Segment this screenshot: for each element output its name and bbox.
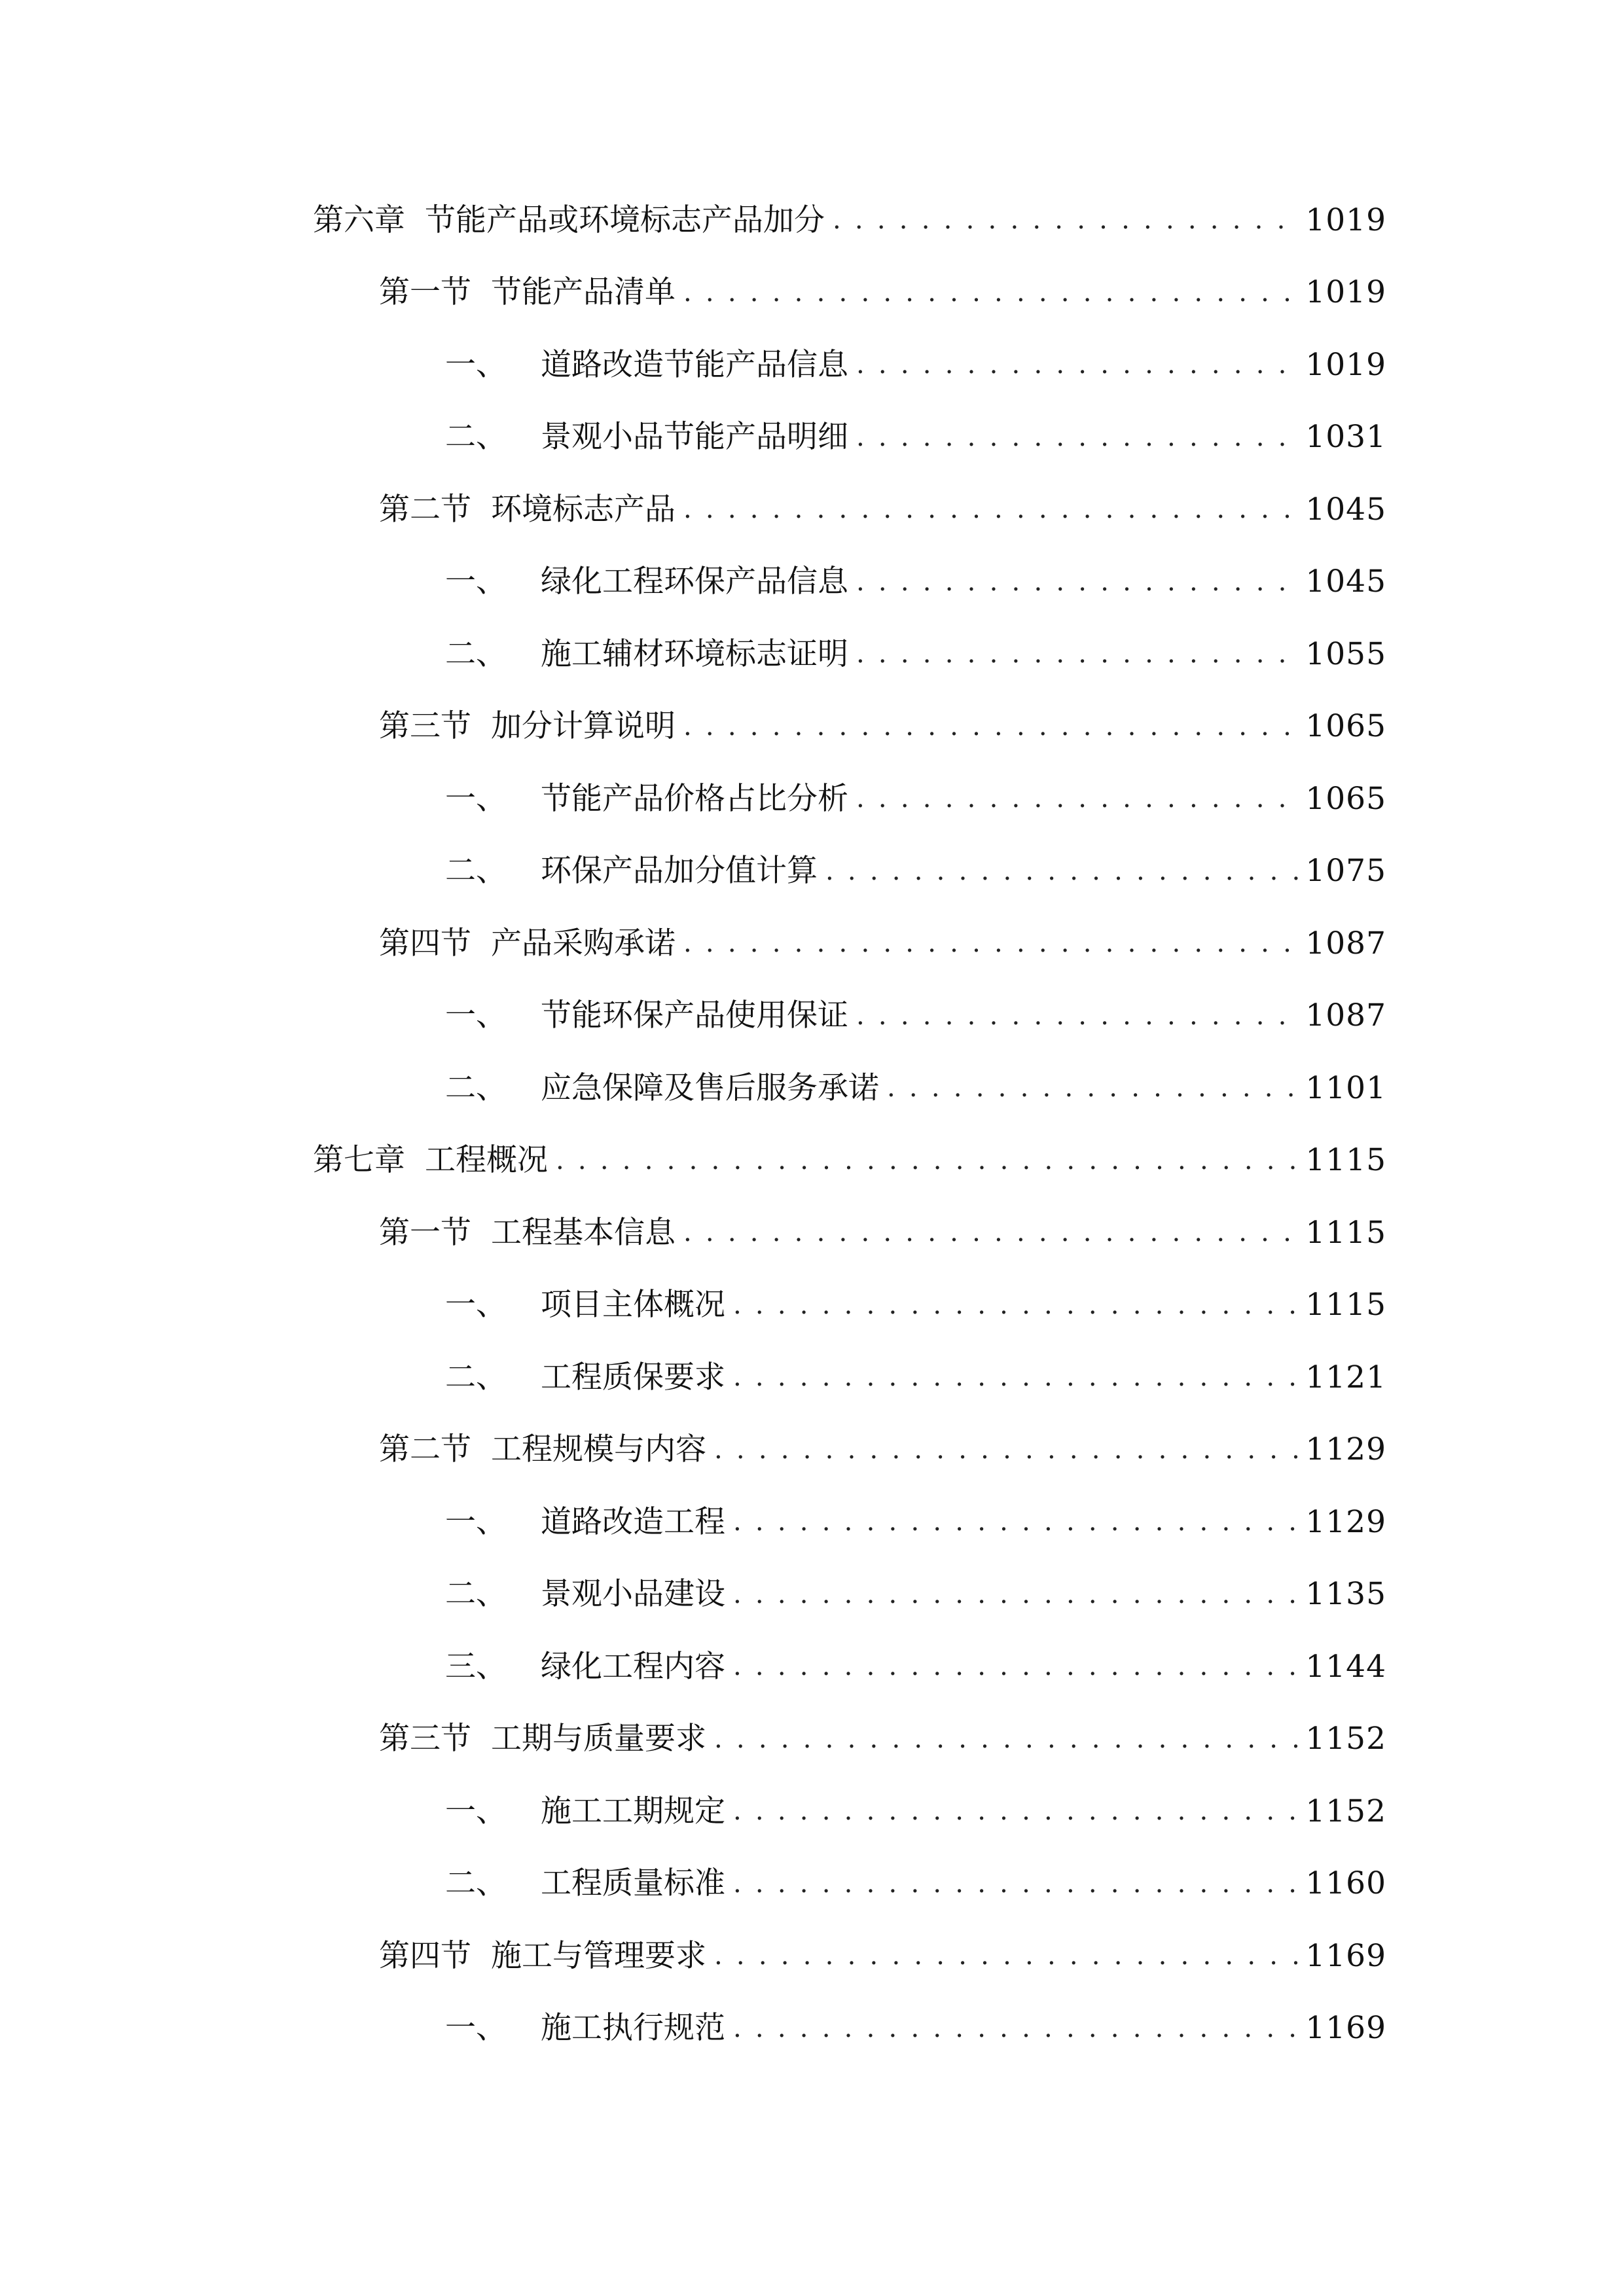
toc-entry[interactable] [313, 1124, 1386, 1197]
toc-page-number: 1129 [1305, 1503, 1386, 1540]
toc-page-number: 1121 [1305, 1359, 1386, 1395]
toc-leader-dots [733, 1653, 1299, 1679]
toc-title: 应急保障及售后服务承诺 [541, 1069, 879, 1106]
toc-number: 一、 [445, 1793, 507, 1829]
toc-label [445, 1069, 879, 1106]
toc-number: 一、 [445, 564, 507, 600]
toc-page-number: 1045 [1305, 564, 1386, 600]
toc-page-number: 1065 [1305, 708, 1386, 745]
toc-entry[interactable] [313, 1269, 1386, 1342]
toc-title: 加分计算说明 [491, 708, 676, 745]
toc-entry[interactable] [313, 1486, 1386, 1558]
toc-page-number: 1152 [1305, 1793, 1386, 1829]
toc-number: 第三节 [379, 708, 471, 745]
toc-title: 节能产品价格占比分析 [541, 780, 848, 817]
toc-number: 二、 [445, 419, 507, 456]
toc-label [445, 780, 848, 817]
toc-label [379, 274, 676, 311]
toc-leader-dots [733, 1292, 1299, 1318]
toc-leader-dots [733, 1798, 1299, 1824]
toc-page-number: 1169 [1305, 2010, 1386, 2047]
toc-title: 工程概况 [425, 1142, 548, 1179]
toc-number: 二、 [445, 1576, 507, 1613]
toc-page-number: 1115 [1305, 1287, 1386, 1323]
toc-title: 节能产品或环境标志产品加分 [425, 202, 825, 238]
toc-title: 工程基本信息 [491, 1214, 676, 1251]
toc-entry[interactable] [313, 1703, 1386, 1776]
toc-label [445, 346, 848, 383]
toc-entry[interactable] [313, 401, 1386, 474]
toc-number: 第七章 [313, 1142, 405, 1179]
toc-title: 产品采购承诺 [491, 925, 676, 961]
toc-number: 二、 [445, 1865, 507, 1902]
toc-label [313, 202, 825, 238]
toc-title: 景观小品建设 [541, 1576, 725, 1613]
toc-title: 工程质保要求 [541, 1359, 725, 1395]
toc-title: 道路改造工程 [541, 1503, 725, 1540]
toc-leader-dots [714, 1437, 1299, 1463]
toc-number: 一、 [445, 346, 507, 383]
toc-leader-dots [856, 569, 1299, 595]
toc-leader-dots [683, 1219, 1299, 1246]
toc-title: 道路改造节能产品信息 [541, 346, 848, 383]
toc-title: 节能环保产品使用保证 [541, 997, 848, 1034]
toc-page-number: 1031 [1305, 419, 1386, 456]
toc-label [445, 419, 848, 456]
toc-title: 工期与质量要求 [491, 1721, 706, 1757]
toc-number: 第四节 [379, 1937, 471, 1974]
toc-page-number: 1101 [1305, 1069, 1386, 1106]
toc-page-number: 1135 [1305, 1576, 1386, 1613]
toc-number: 第二节 [379, 1431, 471, 1468]
toc-page-number: 1115 [1305, 1214, 1386, 1251]
toc-number: 一、 [445, 1503, 507, 1540]
toc-leader-dots [733, 1364, 1299, 1390]
toc-title: 施工工期规定 [541, 1793, 725, 1829]
toc-entry[interactable] [313, 184, 1386, 257]
toc-label [445, 636, 848, 672]
toc-label [445, 1576, 725, 1613]
toc-label [445, 1793, 725, 1829]
toc-page-number: 1144 [1305, 1648, 1386, 1685]
toc-number: 二、 [445, 1069, 507, 1106]
toc-leader-dots [683, 930, 1299, 956]
toc-entry[interactable] [313, 546, 1386, 619]
toc-entry[interactable] [313, 1848, 1386, 1920]
toc-entry[interactable] [313, 618, 1386, 691]
toc-page-number: 1152 [1305, 1721, 1386, 1757]
toc-number: 二、 [445, 636, 507, 672]
toc-leader-dots [856, 1003, 1299, 1029]
toc-label [445, 1648, 725, 1685]
toc-entry[interactable] [313, 1992, 1386, 2065]
toc-leader-dots [856, 785, 1299, 812]
toc-entry[interactable] [313, 1341, 1386, 1414]
toc-number: 一、 [445, 2010, 507, 2047]
toc-label [445, 2010, 725, 2047]
toc-number: 第三节 [379, 1721, 471, 1757]
toc-number: 第一节 [379, 274, 471, 311]
toc-title: 项目主体概况 [541, 1287, 725, 1323]
toc-page-number: 1045 [1305, 491, 1386, 528]
toc-number: 一、 [445, 780, 507, 817]
toc-entry[interactable] [313, 1414, 1386, 1486]
toc-page-number: 1129 [1305, 1431, 1386, 1468]
toc-page-number: 1087 [1305, 925, 1386, 961]
toc-page-number: 1019 [1305, 274, 1386, 311]
toc-leader-dots [833, 207, 1299, 233]
toc-title: 环境标志产品 [491, 491, 676, 528]
toc-leader-dots [714, 1726, 1299, 1752]
toc-label [313, 1142, 548, 1179]
table-of-contents [313, 184, 1386, 2064]
toc-title: 环保产品加分值计算 [541, 853, 818, 889]
toc-leader-dots [714, 1943, 1299, 1969]
toc-number: 三、 [445, 1648, 507, 1685]
toc-number: 第二节 [379, 491, 471, 528]
toc-leader-dots [733, 1581, 1299, 1607]
toc-number: 一、 [445, 997, 507, 1034]
toc-label [445, 1287, 725, 1323]
toc-label [445, 1503, 725, 1540]
toc-page-number: 1169 [1305, 1937, 1386, 1974]
toc-label [445, 853, 818, 889]
toc-number: 第一节 [379, 1214, 471, 1251]
toc-number: 第四节 [379, 925, 471, 961]
toc-label [379, 925, 676, 961]
toc-number: 二、 [445, 1359, 507, 1395]
toc-entry[interactable] [313, 1052, 1386, 1124]
toc-page-number: 1065 [1305, 780, 1386, 817]
toc-entry[interactable] [313, 762, 1386, 835]
toc-entry[interactable] [313, 257, 1386, 329]
toc-label [445, 1359, 725, 1395]
toc-page-number: 1115 [1305, 1142, 1386, 1179]
toc-number: 二、 [445, 853, 507, 889]
toc-leader-dots [856, 351, 1299, 378]
toc-entry[interactable] [313, 329, 1386, 401]
toc-title: 施工辅材环境标志证明 [541, 636, 848, 672]
toc-leader-dots [733, 1509, 1299, 1535]
toc-title: 工程质量标准 [541, 1865, 725, 1902]
toc-label [445, 564, 848, 600]
toc-leader-dots [856, 641, 1299, 667]
toc-title: 节能产品清单 [491, 274, 676, 311]
toc-title: 绿化工程内容 [541, 1648, 725, 1685]
toc-page-number: 1075 [1305, 853, 1386, 889]
toc-leader-dots [733, 1871, 1299, 1897]
toc-entry[interactable] [313, 1775, 1386, 1848]
toc-title: 施工执行规范 [541, 2010, 725, 2047]
toc-entry[interactable] [313, 691, 1386, 763]
toc-page-number: 1019 [1305, 202, 1386, 238]
toc-leader-dots [556, 1147, 1299, 1174]
toc-page-number: 1160 [1305, 1865, 1386, 1902]
toc-title: 工程规模与内容 [491, 1431, 706, 1468]
toc-entry[interactable] [313, 1630, 1386, 1703]
toc-number: 一、 [445, 1287, 507, 1323]
toc-leader-dots [683, 496, 1299, 522]
toc-page-number: 1055 [1305, 636, 1386, 672]
toc-leader-dots [733, 2015, 1299, 2041]
toc-label [379, 1214, 676, 1251]
toc-leader-dots [856, 424, 1299, 450]
toc-entry[interactable] [313, 907, 1386, 980]
toc-entry[interactable] [313, 1920, 1386, 1992]
toc-entry[interactable] [313, 835, 1386, 908]
toc-label [379, 1721, 706, 1757]
toc-page-number: 1019 [1305, 346, 1386, 383]
toc-number: 第六章 [313, 202, 405, 238]
toc-title: 施工与管理要求 [491, 1937, 706, 1974]
toc-label [379, 1431, 706, 1468]
toc-title: 景观小品节能产品明细 [541, 419, 848, 456]
toc-page-number: 1087 [1305, 997, 1386, 1034]
toc-label [379, 708, 676, 745]
toc-entry[interactable] [313, 1196, 1386, 1269]
toc-entry[interactable] [313, 980, 1386, 1052]
toc-leader-dots [683, 713, 1299, 740]
toc-entry[interactable] [313, 473, 1386, 546]
toc-label [379, 1937, 706, 1974]
toc-leader-dots [887, 1075, 1299, 1101]
toc-label [445, 1865, 725, 1902]
toc-label [445, 997, 848, 1034]
toc-label [379, 491, 676, 528]
toc-entry[interactable] [313, 1558, 1386, 1631]
toc-leader-dots [683, 279, 1299, 306]
toc-leader-dots [825, 858, 1299, 884]
toc-title: 绿化工程环保产品信息 [541, 564, 848, 600]
